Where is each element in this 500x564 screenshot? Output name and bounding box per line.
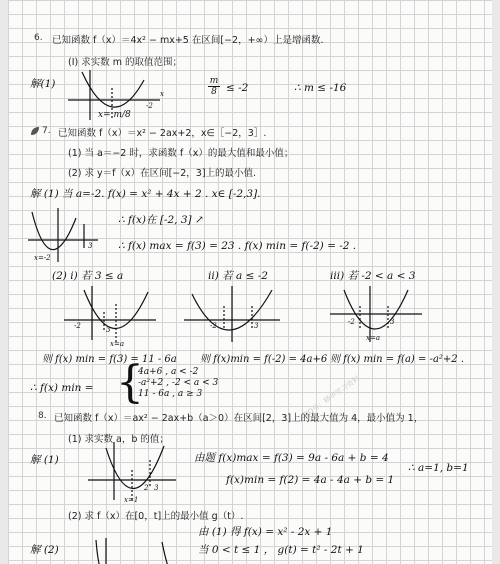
problem-8-part2-graph [92,532,182,564]
problem-7-result-iii: 则 f(x) min = f(a) = -a²+2 . [330,354,465,365]
problem-8-part2-line-b: 当 0 < t ≤ 1 ， g(t) = t² - 2t + 1 [198,544,364,556]
tick-label-neg2: -2 [146,102,153,110]
problem-7-question-1: (1) 当 a＝−2 时，求函数 f（x）的最大值和最小值； [68,148,294,159]
problem-8-part1-graph [88,440,180,506]
problem-6-answer: ∴ m ≤ -16 [294,82,347,94]
problem-7-number: 7. [42,126,51,136]
leaf-icon [30,126,40,136]
problem-7-solution-line-1: 解 (1) 当 a=-2. f(x) = x² + 4x + 2 . x∈ [-2,3]. [30,188,261,200]
tick-x-eq-1: x=1 [124,496,139,504]
tick-x-eq-a: x=a [366,334,380,342]
problem-7-monotonic: ∴ f(x)在 [-2, 3] ↗ [118,214,204,226]
problem-8-solution-label-1: 解 (1) [30,454,59,466]
piecewise-case-1: 4a+6 , a < -2 [138,367,199,377]
fraction-denominator: 8 [211,87,217,97]
problem-8-line-a: 由题 f(x)max = f(3) = 9a - 6a + b = 4 [194,452,389,464]
tick-neg2: -2 [74,322,81,330]
problem-8-result: ∴ a=1, b=1 [408,462,469,474]
piecewise-brace: { [116,357,144,408]
problem-6-fraction [208,76,220,97]
problem-7-summary-head: ∴ f(x) min = [30,382,94,394]
tick-label-x-neg2: x=-2 [34,254,51,262]
problem-7-case-iii-graph [330,284,426,346]
tick-2: 2 [144,484,149,492]
problem-6-vertex-label: x= m/8 [98,110,131,120]
problem-7-max-min: ∴ f(x) max = f(3) = 23 . f(x) min = f(-2) = -2 . [118,240,357,252]
axis-label-x: x [160,90,164,98]
worksheet-page [8,0,492,564]
tick-3: 3 [154,484,159,492]
tick-label-3: 3 [88,242,93,250]
problem-6-number: 6. [34,33,43,43]
fraction-numerator: m [209,76,219,86]
piecewise-case-2: -a²+2 , -2 < a < 3 [138,378,219,388]
problem-6-stem: 已知函数 f（x）＝4x² − mx+5 在区间[−2，+∞）上是增函数. [52,35,324,46]
problem-7-part1-graph [28,204,102,264]
problem-8-line-b: f(x)min = f(2) = 4a - 4a + b = 1 [226,474,395,486]
piecewise-case-3: 11 - 6a , a ≥ 3 [138,389,203,399]
problem-8-solution-label-2: 解 (2) [30,544,59,556]
problem-7-piecewise-cases [138,367,218,400]
problem-8-question-1: (1) 求实数 a，b 的值； [68,434,169,445]
parabola-right-branch [162,542,170,564]
problem-7-case-i-graph [64,284,160,346]
parabola-curve [32,212,76,250]
watermark: QQ号：精华学习资料 [301,374,362,420]
parabola-curve [106,446,164,489]
problem-7-result-ii: 则 f(x)min = f(-2) = 4a+6 [200,354,328,365]
problem-8-stem: 已知函数 f（x）＝ax² − 2ax+b（a＞0）在区间[2，3]上的最大值为 4，最小值为 1， [54,413,424,424]
problem-7-case-i: (2) i) 若 3 ≤ a [52,270,124,282]
problem-6-solution-label: 解(1) [30,78,56,90]
parabola-left-branch [96,540,102,564]
problem-8-question-2: (2) 求 f（x）在[0，t]上的最小值 g（t）. [68,511,244,522]
problem-8-part2-line-a: 由 (1) 得 f(x) = x² - 2x + 1 [198,526,333,538]
tick-3: 3 [390,318,395,326]
problem-7-case-ii: ii) 若 a ≤ -2 [208,270,268,282]
problem-8-number: 8. [38,411,47,421]
tick-x-eq-a: x=a [110,340,124,348]
problem-6-question-1: (Ⅰ) 求实数 m 的取值范围； [68,57,183,68]
tick-neg2: -2 [210,322,217,330]
problem-7-case-ii-graph [184,284,284,346]
problem-7-stem: 已知函数 f（x）＝x² − 2ax+2，x∈［−2，3］. [58,128,267,139]
problem-7-result-i: 则 f(x) min = f(3) = 11 - 6a [42,354,177,365]
tick-3: 3 [106,326,111,334]
parabola-curve [82,72,144,107]
tick-3: 3 [254,322,259,330]
tick-neg2: -2 [348,318,355,326]
problem-7-question-2: (2) 求 y＝f（x）在区间[−2，3]上的最小值. [68,168,257,179]
problem-6-inequality: ≤ -2 [226,82,249,94]
problem-7-case-iii: iii) 若 -2 < a < 3 [330,270,416,282]
